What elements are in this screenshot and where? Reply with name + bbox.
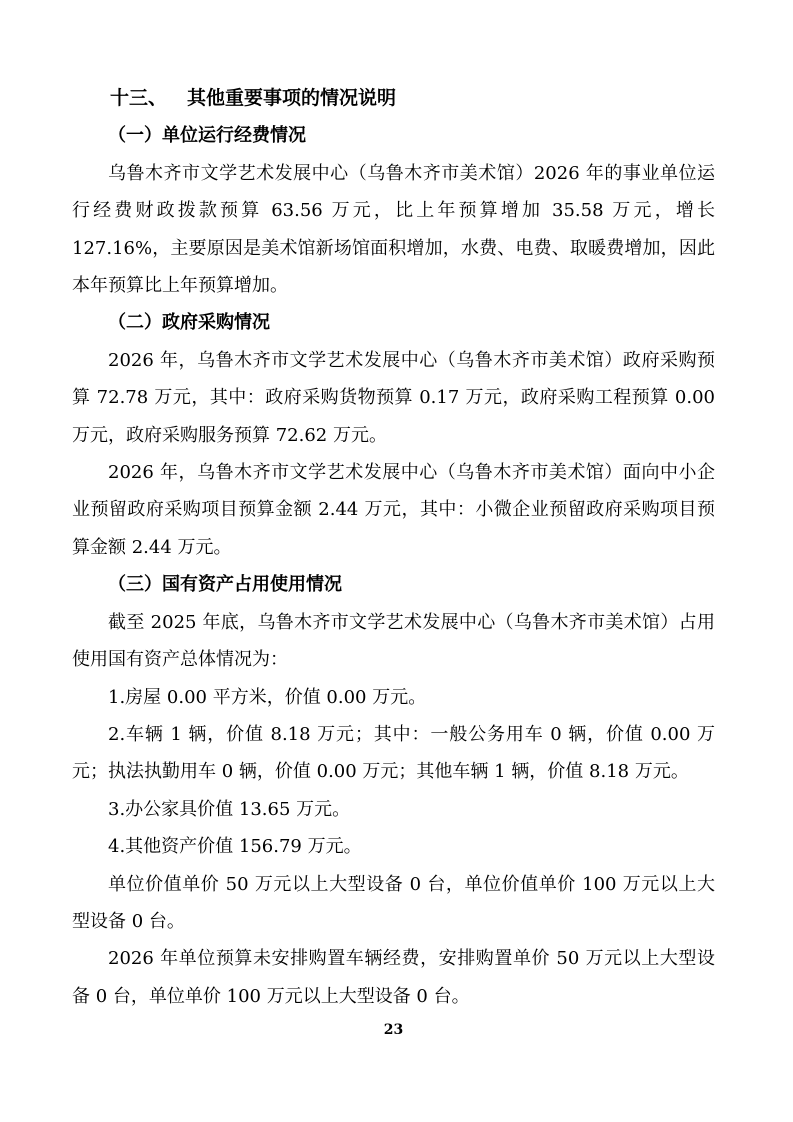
- section-heading: [72, 80, 715, 117]
- para-sme-reserved-procurement: 2026 年，乌鲁木齐市文学艺术发展中心（乌鲁木齐市美术馆）面向中小企业预留政府采购项目预算金额 2.44 万元，其中：小微企业预留政府采购项目预算金额 2.44 万元。: [72, 462, 715, 558]
- para-asset-item-other-assets: 4.其他资产价值 156.79 万元。: [108, 836, 362, 858]
- para-vehicle-purchase-plan: 2026 年单位预算未安排购置车辆经费，安排购置单价 50 万元以上大型设备 0 台，单位单价 100 万元以上大型设备 0 台。: [72, 948, 715, 1007]
- para-asset-item-housing: 1.房屋 0.00 平方米，价值 0.00 万元。: [108, 686, 427, 708]
- document-content: [72, 80, 715, 1015]
- section-heading-numeral: 十三、: [110, 87, 168, 109]
- para-asset-item-vehicles: 2.车辆 1 辆，价值 8.18 万元；其中：一般公务用车 0 辆，价值 0.00 万元；执法执勤用车 0 辆，价值 0.00 万元；其他车辆 1 辆，价值 8.18 万元。: [72, 723, 715, 783]
- subheading-unit-operating-expenses: （一）单位运行经费情况: [108, 125, 306, 147]
- page-number: 23: [383, 1022, 404, 1038]
- para-unit-operating-expenses: 乌鲁木齐市文学艺术发展中心（乌鲁木齐市美术馆）2026 年的事业单位运行经费财政拨款预算 63.56 万元，比上年预算增加 35.58 万元，增长 127.16%，主要原因是美术馆新场馆面积增加，水费、电费、取暖费增加，因此本年预算比上年预算增加。: [72, 162, 715, 297]
- para-large-equipment: 单位价值单价 50 万元以上大型设备 0 台，单位价值单价 100 万元以上大型设备 0 台。: [72, 873, 715, 932]
- para-state-assets-intro: 截至 2025 年底，乌鲁木齐市文学艺术发展中心（乌鲁木齐市美术馆）占用使用国有资产总体情况为：: [72, 611, 715, 671]
- subheading-state-assets-usage: （三）国有资产占用使用情况: [108, 574, 342, 596]
- para-procurement-budget: 2026 年，乌鲁木齐市文学艺术发展中心（乌鲁木齐市美术馆）政府采购预算 72.78 万元，其中：政府采购货物预算 0.17 万元，政府采购工程预算 0.00 万元，政府采购服务预算 72.62 万元。: [72, 349, 715, 446]
- para-asset-item-office-furniture: 3.办公家具价值 13.65 万元。: [108, 798, 351, 820]
- subheading-government-procurement: （二）政府采购情况: [108, 312, 270, 334]
- section-heading-title: 其他重要事项的情况说明: [187, 87, 397, 109]
